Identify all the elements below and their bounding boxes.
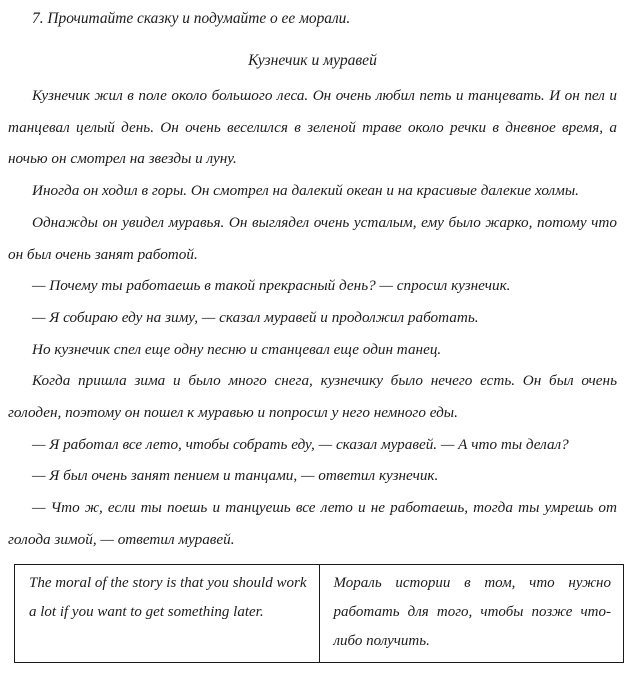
- story-paragraph-dialogue: — Я работал все лето, чтобы собрать еду, — сказал муравей. — А что ты делал?: [32, 435, 569, 453]
- story-paragraph: Когда пришла зима и было много снега, кузнечику было нечего есть. Он был очень голоден, поэтому он пошел к муравью и попросил у него немного еды.: [8, 372, 617, 422]
- task-instruction: 7. Прочитайте сказку и подумайте о ее морали.: [32, 10, 351, 27]
- story-paragraph-dialogue: — Что ж, если ты поешь и танцуешь все лето и не работаешь, тогда ты умрешь от голода зимой, — ответил муравей.: [8, 499, 617, 548]
- table-row: [15, 564, 624, 662]
- moral-table: [14, 564, 624, 663]
- story-paragraph-dialogue: — Я собираю еду на зиму, — сказал муравей и продолжил работать.: [32, 308, 479, 326]
- story-title: Кузнечик и муравей: [248, 52, 377, 69]
- moral-cell-english: The moral of the story is that you should work a lot if you want to get something later.: [15, 564, 320, 662]
- story-paragraph: Кузнечик жил в поле около большого леса. Он очень любил петь и танцевать. И он пел и танцевал целый день. Он очень веселился в зеленой траве около речки в дневное время, а ночью он смотрел на звезды и луну.: [8, 87, 617, 168]
- story-text: [8, 80, 617, 556]
- moral-cell-russian: Мораль истории в том, что нужно работать для того, чтобы позже что-либо получить.: [319, 564, 624, 662]
- story-paragraph-dialogue: — Почему ты работаешь в такой прекрасный день? — спросил кузнечик.: [32, 277, 511, 295]
- story-paragraph: Однажды он увидел муравья. Он выглядел очень усталым, ему было жарко, потому что он был очень занят работой.: [8, 213, 617, 263]
- story-paragraph-dialogue: — Я был очень занят пением и танцами, — ответил кузнечик.: [32, 467, 439, 485]
- story-paragraph: Иногда он ходил в горы. Он смотрел на далекий океан и на красивые далекие холмы.: [32, 182, 579, 200]
- story-paragraph: Но кузнечик спел еще одну песню и станцевал еще один танец.: [32, 340, 442, 358]
